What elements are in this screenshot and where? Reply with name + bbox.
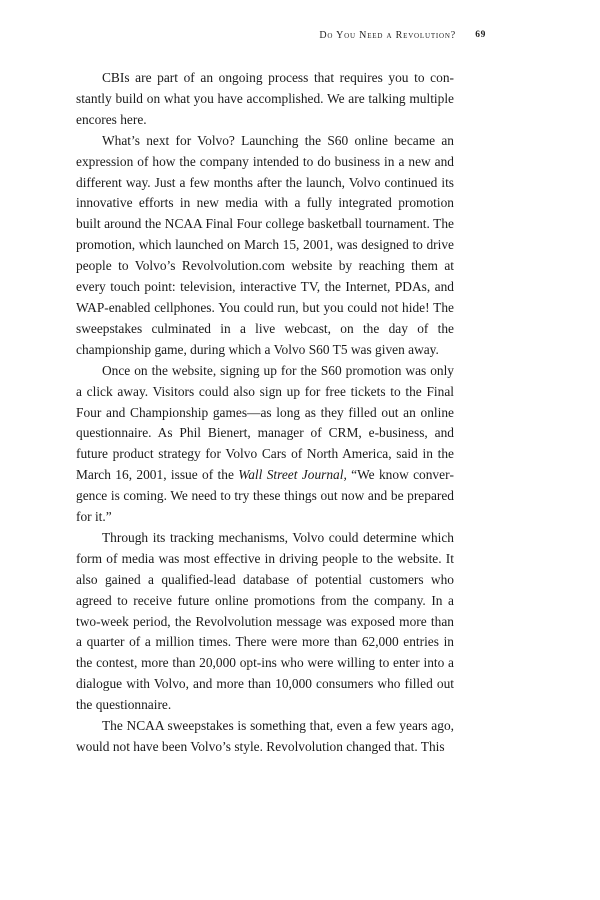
paragraph-text: Through its tracking mechanisms, Volvo could determine which form of media was most effective in driving people to the website. It also gained a qualified-lead database of potential customers who agreed to receive future online promotions from the company. In a two-week period, the Revolvolution message was exposed more than a quarter of a million times. There were more than 62,000 entries in the contest, more than 20,000 opt-ins who were willing to enter into a dialogue with Volvo, and more than 10,000 consumers who filled out the questionnaire. <box>76 529 454 713</box>
paragraph-text: Once on the website, signing up for the S60 promotion was only a click away. Visitors could also sign up for free tickets to the Final Four and Championship games—as long as they filled out an online questionnaire. As Phil Bienert, manager of CRM, e-business, and future product strategy for Volvo Cars of North America, said in the March 16, 2001, issue of the <box>76 362 454 483</box>
paragraph-text: CBIs are part of an ongoing process that requires you to constantly build on what you have accomplished. We are talking multiple encores here. <box>76 70 454 127</box>
paragraph-text: “We know convergence is coming. We need to try these things out now and be prepared for it.” <box>76 467 455 525</box>
paragraph <box>76 716 454 758</box>
chapter-title: Do You Need a Revolution? <box>319 30 456 41</box>
paragraph <box>76 361 454 528</box>
running-head <box>0 30 600 44</box>
paragraph <box>76 528 454 716</box>
body-text <box>76 68 454 758</box>
paragraph <box>76 68 454 131</box>
page-number: 69 <box>475 30 486 40</box>
paragraph <box>76 131 454 361</box>
paragraph-text: What’s next for Volvo? Launching the S60 online became an expression of how the company intended to do business in a new and different way. Just a few months after the launch, Volvo continued its innovative efforts in new media with a fully integrated promotion built around the NCAA Final Four college basketball tournament. The promotion, which launched on March 15, 2001, was designed to drive people to Volvo’s Revolvolution.com website by reaching them at every touch point: television, interactive TV, the Internet, PDAs, and WAP-enabled cellphones. You could run, but you could not hide! The sweepstakes culminated in a live webcast, on the day of the championship game, during which a Volvo S60 T5 was given away. <box>76 132 454 357</box>
publication-title: Wall Street Journal, <box>238 467 347 483</box>
paragraph-text: The NCAA sweepstakes is something that, even a few years ago, would not have been Volvo’s style. Revolvolution changed that. This <box>76 718 454 754</box>
